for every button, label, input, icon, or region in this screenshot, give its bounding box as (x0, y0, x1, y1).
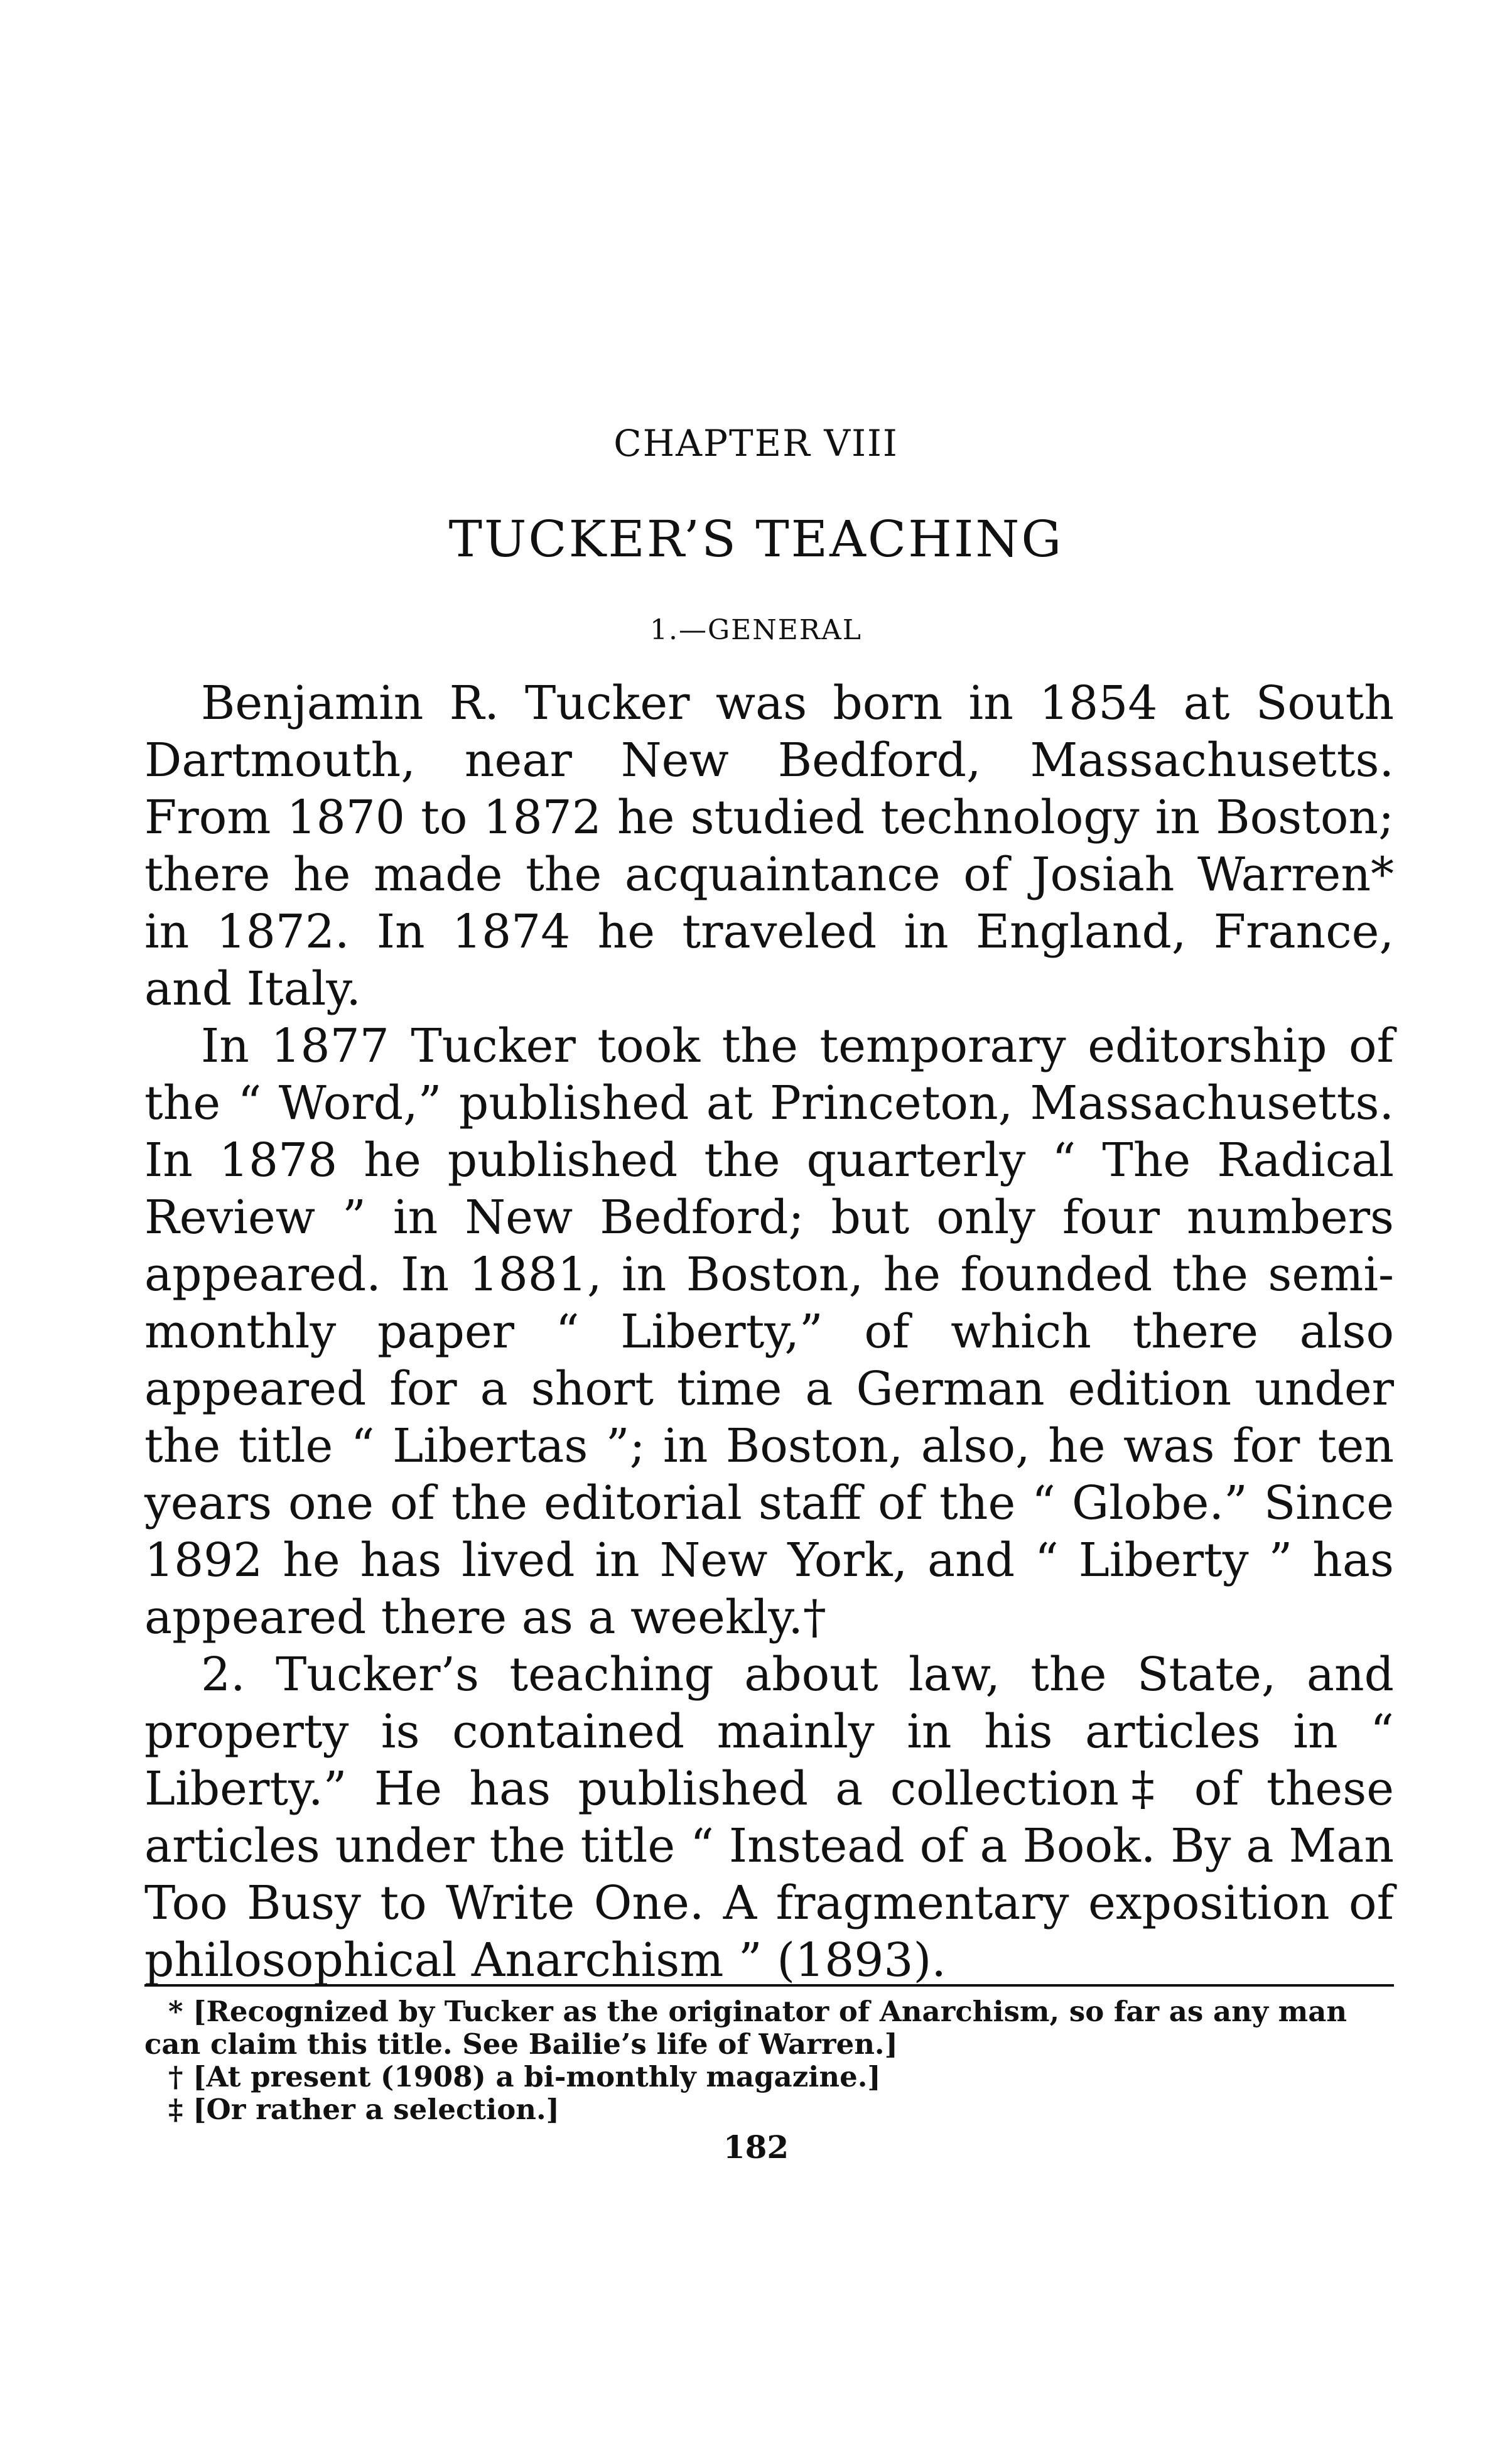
footnote-1: * [Recognized by Tucker as the originator of Anarchism, so far as any man can claim this title. See Bailie’s life of Warren.] (144, 1995, 1347, 2061)
body-text (144, 675, 1394, 1989)
paragraph-1: Benjamin R. Tucker was born in 1854 at South Dartmouth, near New Bedford, Massachusetts. From 1870 to 1872 he studied technology in Boston; there he made the acquaintance of Josiah Warren* in 1872. In 1874 he traveled in England, France, and Italy. (144, 676, 1394, 1016)
chapter-title: TUCKER’S TEACHING (448, 510, 1064, 568)
section-heading: 1.—GENERAL (650, 614, 862, 646)
paragraph-2: In 1877 Tucker took the temporary editorship of the “ Word,” published at Princeton, Massachusetts. In 1878 he published the quarterly “ The Radical Review ” in New Bedford; but only four numbers appeared. In 1881, in Boston, he founded the semi-monthly paper “ Liberty,” of which there also appeared for a short time a German edition under the title “ Libertas ”; in Boston, also, he was for ten years one of the editorial staff of the “ Globe.” Since 1892 he has lived in New York, and “ Liberty ” has appeared there as a weekly.† (144, 1019, 1394, 1644)
chapter-label: CHAPTER VIII (613, 422, 899, 465)
page-number: 182 (723, 2129, 789, 2166)
footnotes (144, 1995, 1394, 2126)
footnote-2: † [At present (1908) a bi-monthly magazine.] (168, 2060, 881, 2093)
paragraph-3: 2. Tucker’s teaching about law, the State, and property is contained mainly in his articles in “ Liberty.” He has published a collection‡ of these articles under the title “ Instead of a Book. By a Man Too Busy to Write One. A fragmentary exposition of philosophical Anarchism ” (1893). (144, 1648, 1394, 1987)
footnote-divider (144, 1984, 1394, 1987)
footnote-3: ‡ [Or rather a selection.] (168, 2093, 559, 2126)
